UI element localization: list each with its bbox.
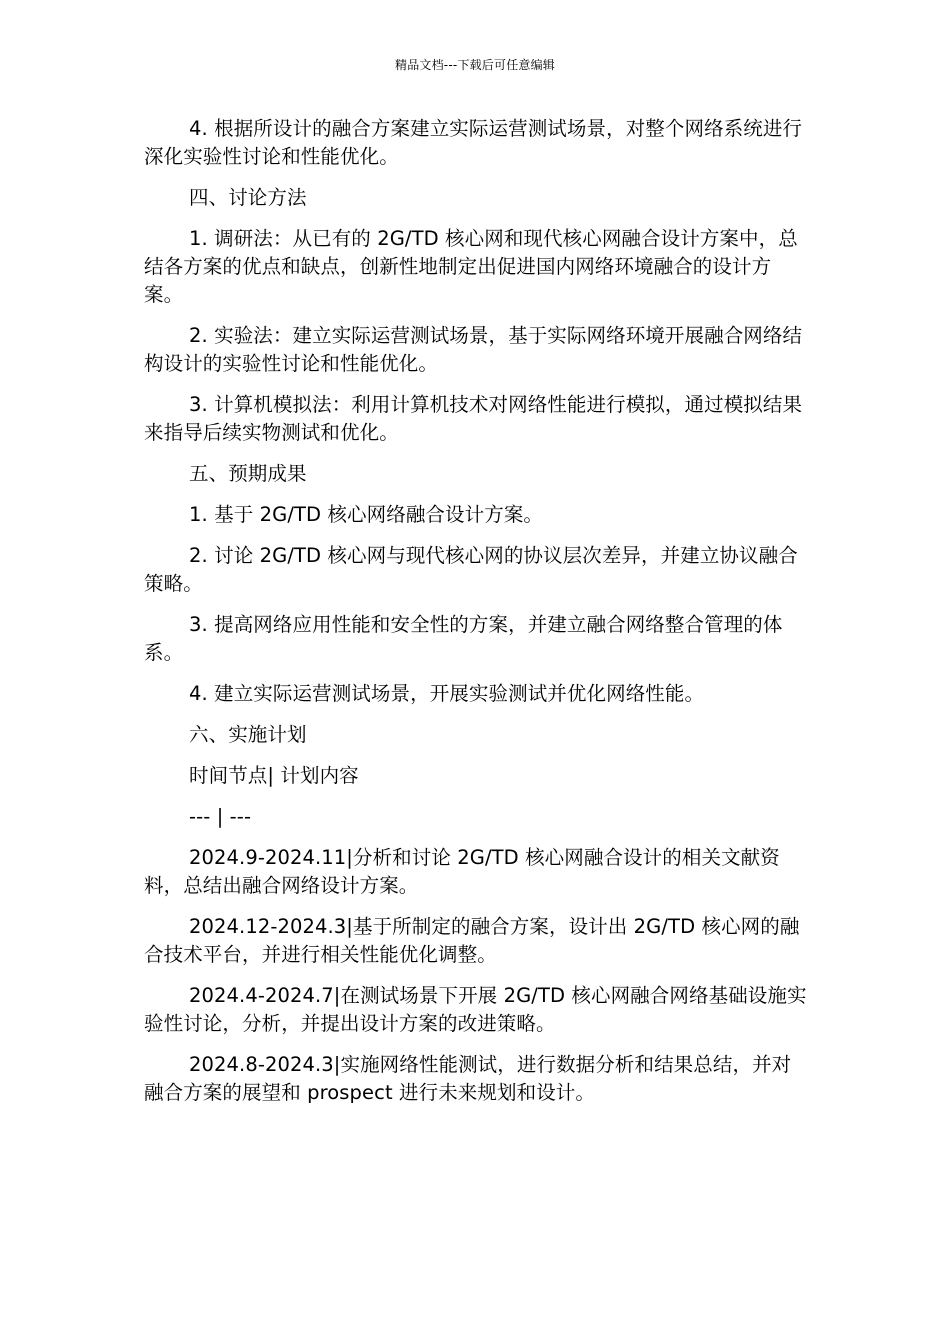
- section-heading-expected-results: 五、预期成果: [189, 462, 307, 485]
- plan-row-3: 2024.4-2024.7|在测试场景下开展 2G/TD 核心网融合网络基础设施实验性讨论，分析，并提出设计方案的改进策略。: [144, 984, 807, 1035]
- page-header: 精品文档---下载后可任意编辑: [395, 58, 555, 72]
- plan-table-header: 时间节点| 计划内容: [189, 764, 359, 787]
- paragraph-result-2: 2. 讨论 2G/TD 核心网与现代核心网的协议层次差异，并建立协议融合策略。: [144, 544, 798, 595]
- paragraph-item-4-scenario: 4. 根据所设计的融合方案建立实际运营测试场景，对整个网络系统进行深化实验性讨论和性能优化。: [144, 117, 803, 168]
- section-heading-methods: 四、讨论方法: [189, 186, 307, 209]
- section-heading-implementation-plan: 六、实施计划: [189, 723, 307, 746]
- plan-row-1: 2024.9-2024.11|分析和讨论 2G/TD 核心网融合设计的相关文献资料，总结出融合网络设计方案。: [144, 846, 780, 897]
- plan-row-4: 2024.8-2024.3|实施网络性能测试，进行数据分析和结果总结，并对融合方案的展望和 prospect 进行未来规划和设计。: [144, 1053, 792, 1104]
- plan-row-2: 2024.12-2024.3|基于所制定的融合方案，设计出 2G/TD 核心网的融合技术平台，并进行相关性能优化调整。: [144, 915, 800, 966]
- paragraph-result-4: 4. 建立实际运营测试场景，开展实验测试并优化网络性能。: [189, 682, 705, 705]
- paragraph-result-1: 1. 基于 2G/TD 核心网络融合设计方案。: [189, 503, 544, 526]
- paragraph-method-experiment: 2. 实验法：建立实际运营测试场景，基于实际网络环境开展融合网络结构设计的实验性讨论和性能优化。: [144, 324, 803, 375]
- paragraph-method-simulation: 3. 计算机模拟法：利用计算机技术对网络性能进行模拟，通过模拟结果来指导后续实物测试和优化。: [144, 393, 803, 444]
- plan-table-separator: --- | ---: [189, 805, 252, 828]
- paragraph-result-3: 3. 提高网络应用性能和安全性的方案，并建立融合网络整合管理的体系。: [144, 613, 783, 664]
- document-body: [144, 115, 810, 1120]
- paragraph-method-survey: 1. 调研法：从已有的 2G/TD 核心网和现代核心网融合设计方案中，总结各方案的优点和缺点，创新性地制定出促进国内网络环境融合的设计方案。: [144, 227, 798, 306]
